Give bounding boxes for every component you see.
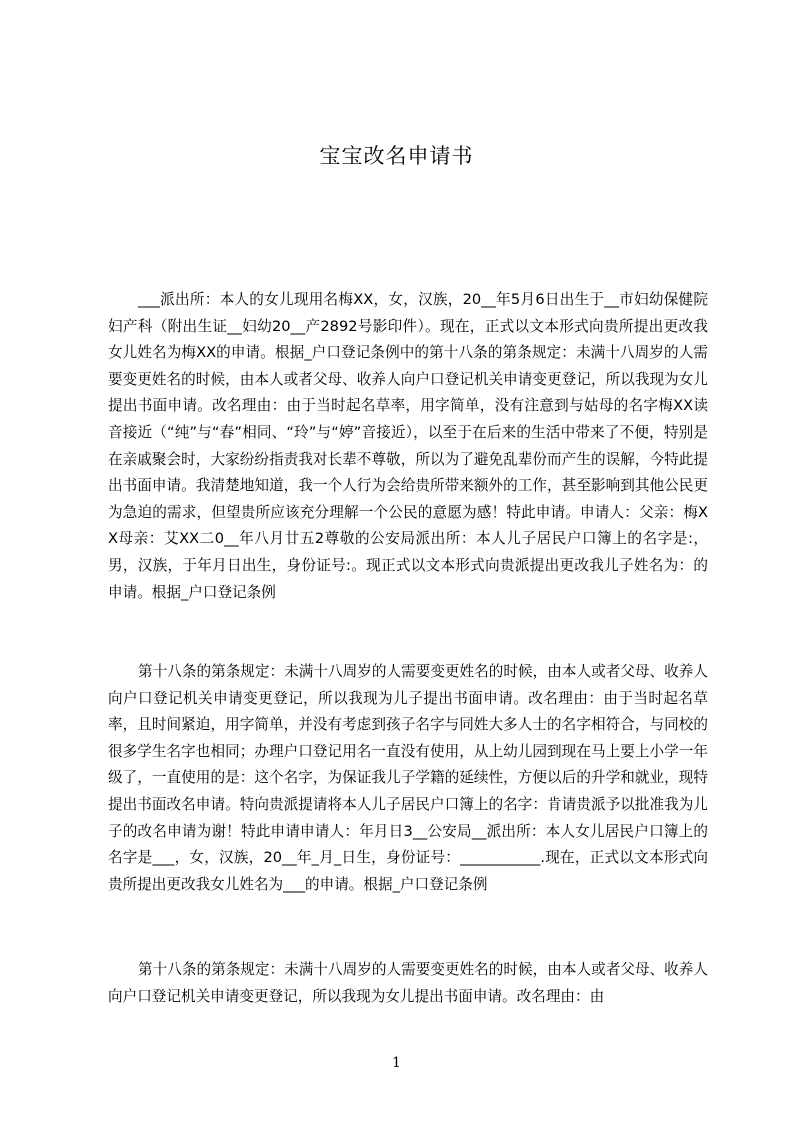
body-paragraph-3: 第十八条的第条规定：未满十八周岁的人需要变更姓名的时候，由本人或者父母、收养人向户口登记机关申请变更登记，所以我现为女儿提出书面申请。改名理由：由 [108,961,708,1005]
body-paragraph-2: 第十八条的第条规定：未满十八周岁的人需要变更姓名的时候，由本人或者父母、收养人向户口登记机关申请变更登记，所以我现为儿子提出书面申请。改名理由：由于当时起名草率，且时间紧迫，用字简单，并没有考虑到孩子名字与同姓大多人士的名字相符合，与同校的很多学生名字也相同；办理户口登记用名一直没有使用，从上幼儿园到现在马上要上小学一年级了，一直使用的是：这个名字，为保证我儿子学籍的延续性，方便以后的升学和就业，现特提出书面改名申请。特向贵派提请将本人儿子居民户口簿上的名字：肯请贵派予以批准我为儿子的改名申请为谢！特此申请申请人：年月日3__公安局__派出所：本人女儿居民户口簿上的名字是___，女，汉族，20__年_月_日生，身份证号：___________.现在，正式以文本形式向贵所提出更改我女儿姓名为___的申请。根据_户口登记条例 [108,663,708,893]
page-title: 宝宝改名申请书 [319,144,474,168]
body-paragraph-1: ___派出所：本人的女儿现用名梅XX，女，汉族，20__年5月6日出生于__市妇幼保健院妇产科（附出生证__妇幼20__产2892号影印件）。现在，正式以文本形式向贵所提出更改我女儿姓名为梅XX的申请。根据_户口登记条例中的第十八条的第条规定：未满十八周岁的人需要变更姓名的时候，由本人或者父母、收养人向户口登记机关申请变更登记，所以我现为女儿提出书面申请。改名理由：由于当时起名草率，用字简单，没有注意到与姑母的名字梅XX读音接近（“纯”与“春”相同、“玲”与“婷”音接近），以至于在后来的生活中带来了不便，特别是在亲戚聚会时，大家纷纷指责我对长辈不尊敬，所以为了避免乱辈份而产生的误解，今特此提出书面申请。我清楚地知道，我一个人行为会给贵所带来额外的工作，甚至影响到其他公民更为急迫的需求，但望贵所应该充分理解一个公民的意愿为感！特此申请。申请人：父亲：梅XX母亲：艾XX二0__年八月廿五2尊敬的公安局派出所：本人儿子居民户口簿上的名字是:，男，汉族，于年月日出生，身份证号:。现正式以文本形式向贵派提出更改我儿子姓名为：的申请。根据_户口登记条例 [108,291,708,601]
page-number: 1 [392,1055,401,1071]
